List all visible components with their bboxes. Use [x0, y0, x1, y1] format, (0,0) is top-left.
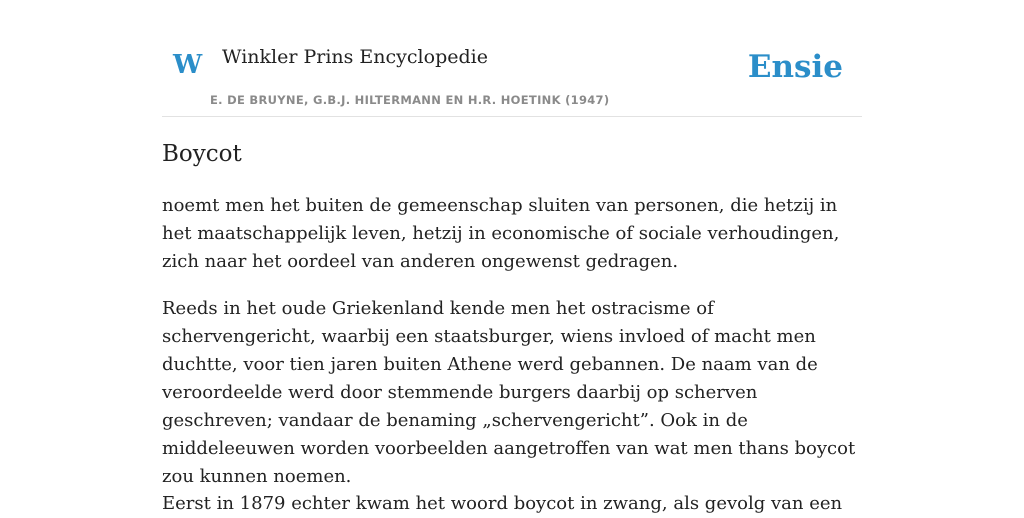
source-title[interactable]: Winkler Prins Encyclopedie	[222, 46, 488, 68]
entry-paragraph: Reeds in het oude Griekenland kende men het ostracisme of schervengericht, waarbij een staatsburger, wiens invloed of macht men duchtte, voor tien jaren buiten Athene werd gebannen. De naam van de veroordeelde werd door stemmende burgers daarbij op scherven geschreven; vandaar de benaming „schervengericht”. Ook in de middeleeuwen worden voorbeelden aangetroffen van wat men thans boycot zou kunnen noemen.	[162, 298, 856, 487]
article-page	[162, 0, 862, 514]
entry-title: Boycot	[162, 141, 242, 167]
entry-paragraph: noemt men het buiten de gemeenschap sluiten van personen, die hetzij in het maatschappelijk leven, hetzij in economische of sociale verhoudingen, zich naar het oordeel van anderen ongewenst gedragen.	[162, 195, 840, 272]
source-authors: E. DE BRUYNE, G.B.J. HILTERMANN EN H.R. HOETINK (1947)	[210, 93, 610, 107]
entry-paragraph: Eerst in 1879 echter kwam het woord boycot in zwang, als gevolg van een	[162, 493, 843, 514]
source-header	[162, 0, 862, 117]
site-logo[interactable]: Ensie	[747, 49, 843, 85]
source-logo[interactable]: W	[173, 50, 203, 80]
